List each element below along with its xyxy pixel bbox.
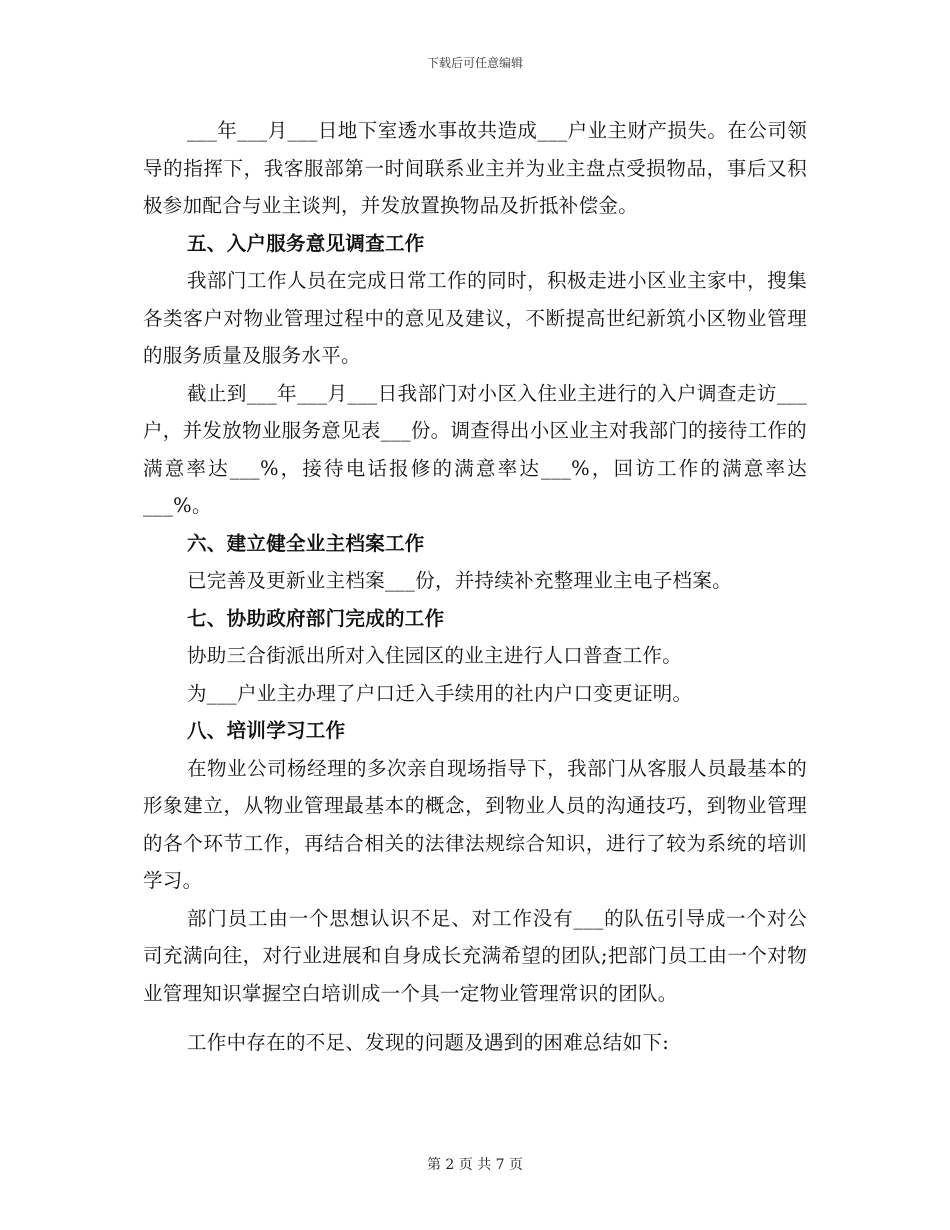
document-body bbox=[143, 112, 807, 1062]
paragraph-training: 在物业公司杨经理的多次亲自现场指导下，我部门从客服人员最基本的形象建立，从物业管理最基本的概念，到物业人员的沟通技巧，到物业管理的各个环节工作，再结合相关的法律法规综合知识，进行了较为系统的培训学习。 bbox=[143, 756, 807, 892]
section-heading-5: 五、入户服务意见调查工作 bbox=[187, 231, 425, 255]
section-heading-7: 七、协助政府部门完成的工作 bbox=[187, 606, 445, 630]
paragraph-owner-files: 已完善及更新业主档案___份，并持续补充整理业主电子档案。 bbox=[187, 569, 732, 592]
page-number: 第 2 页 共 7 页 bbox=[426, 1157, 524, 1173]
paragraph-survey-results: 截止到___年___月___日我部门对小区入住业主进行的入户调查走访___户，并发放物业服务意见表___份。调查得出小区业主对我部门的接待工作的满意率达___%，接待电话报修的满意率达___%，回访工作的满意率达___%。 bbox=[143, 381, 807, 517]
paragraph-survey-intro: 我部门工作人员在完成日常工作的同时，积极走进小区业主家中，搜集各类客户对物业管理过程中的意见及建议，不断提高世纪新筑小区物业管理的服务质量及服务水平。 bbox=[143, 269, 807, 367]
header-note: 下载后可任意编辑 bbox=[426, 56, 523, 70]
section-heading-8: 八、培训学习工作 bbox=[187, 719, 346, 742]
paragraph-summary-intro: 工作中存在的不足、发现的问题及遇到的困难总结如下: bbox=[187, 1031, 670, 1054]
section-heading-6: 六、建立健全业主档案工作 bbox=[187, 531, 425, 555]
paragraph-team-growth: 部门员工由一个思想认识不足、对工作没有___的队伍引导成一个对公司充满向往，对行业进展和自身成长充满希望的团队;把部门员工由一个对物业管理知识掌握空白培训成一个具一定物业管理常识的团队。 bbox=[143, 906, 807, 1005]
paragraph-household-registration: 为___户业主办理了户口迁入手续用的社内户口变更证明。 bbox=[187, 681, 693, 705]
paragraph-census: 协助三合街派出所对入住园区的业主进行人口普查工作。 bbox=[187, 644, 683, 667]
paragraph-flood-incident: ___年___月___日地下室透水事故共造成___户业主财产损失。在公司领导的指挥下，我客服部第一时间联系业主并为业主盘点受损物品，事后又积极参加配合与业主谈判，并发放置换物品及折抵补偿金。 bbox=[143, 119, 807, 217]
